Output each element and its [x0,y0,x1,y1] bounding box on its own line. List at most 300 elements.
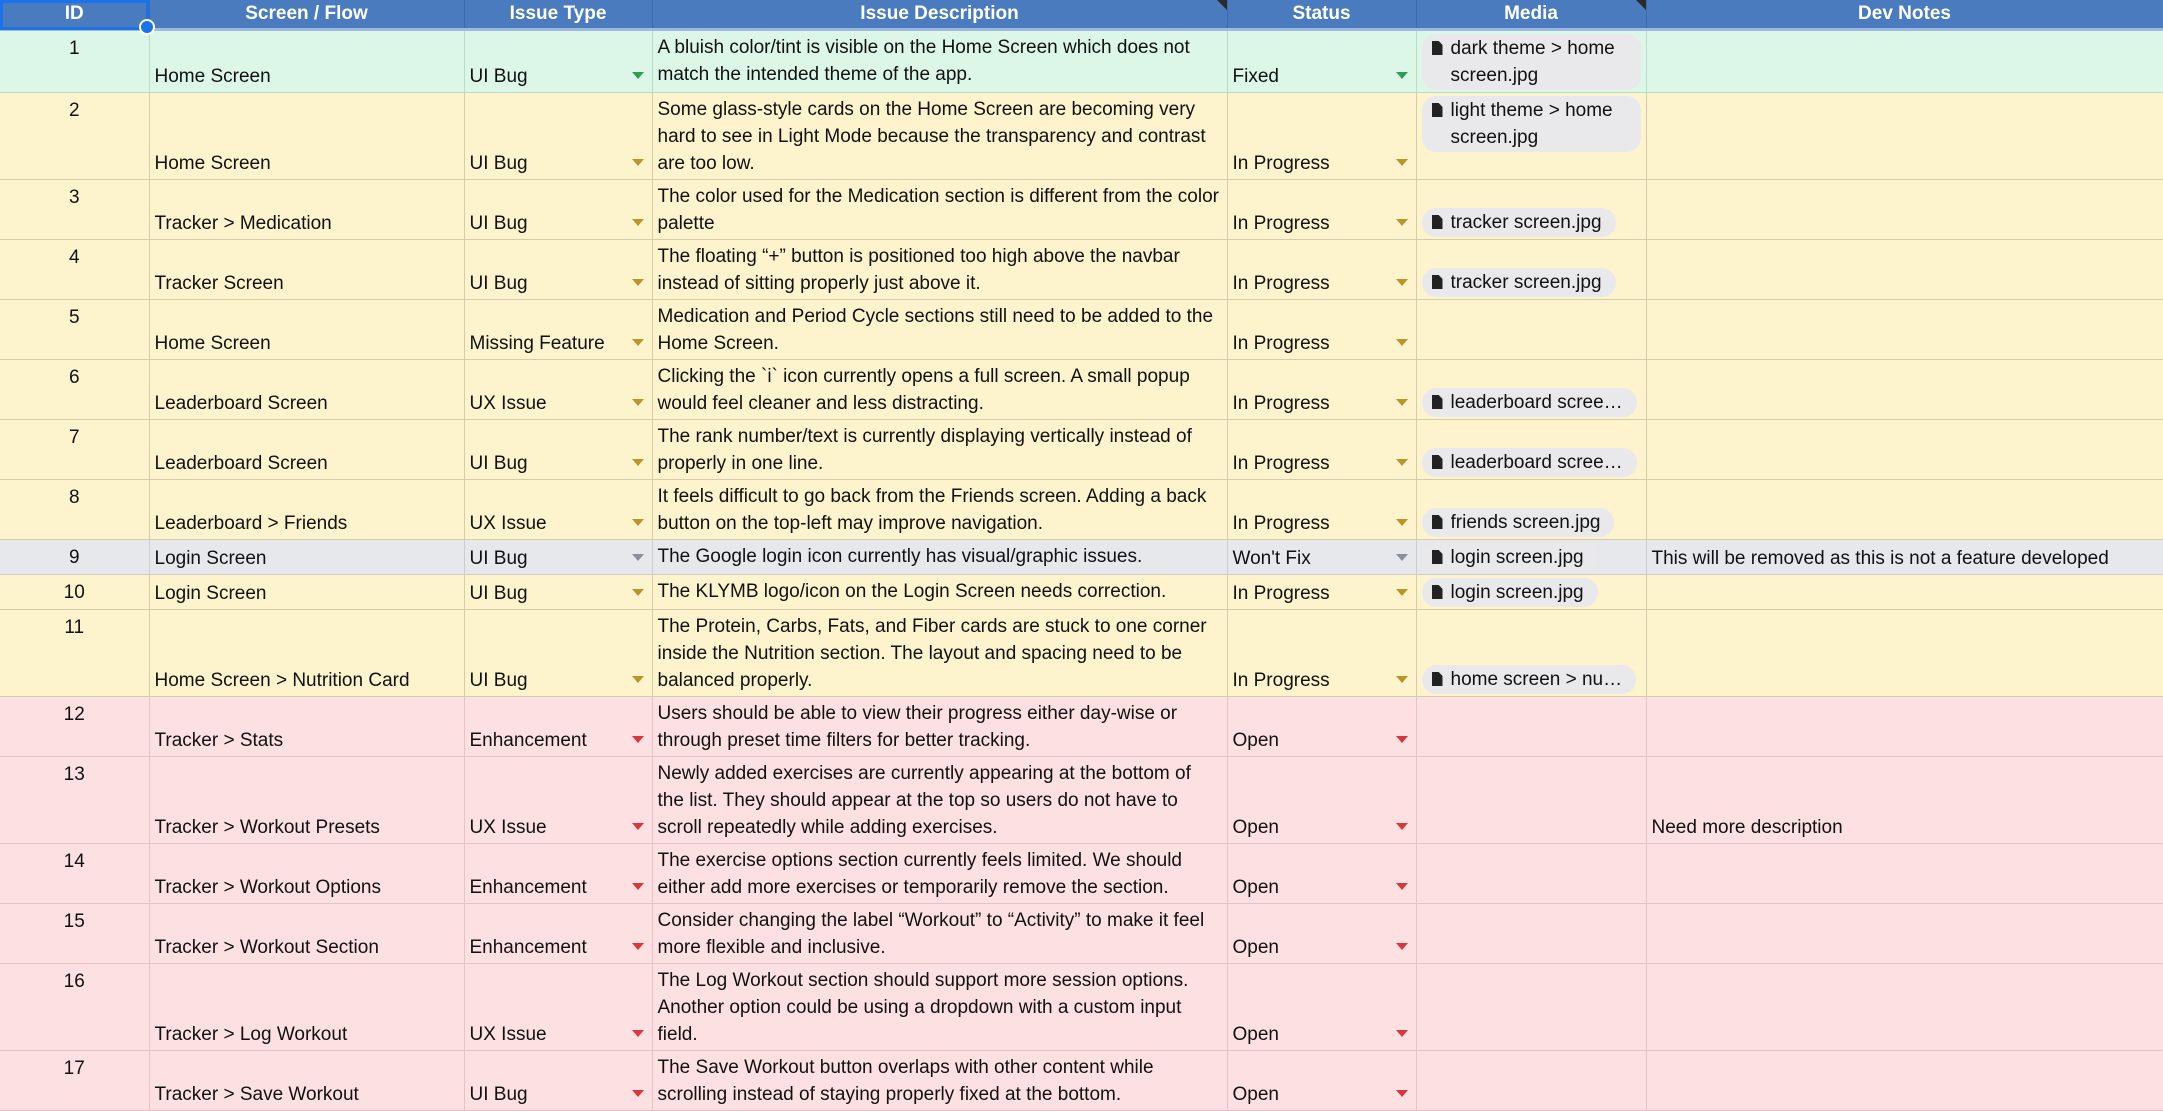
status-dropdown[interactable] [1227,93,1416,180]
cell-media[interactable] [1416,240,1646,300]
cell-media[interactable] [1416,180,1646,240]
issue-type-value: UI Bug [469,453,528,474]
issue-description: A bluish color/tint is visible on the Home Screen which does not match the intended theme of the app. [657,37,1190,85]
cell-media[interactable] [1416,420,1646,480]
attachment-chip[interactable] [1422,268,1616,297]
issue-id: 10 [63,582,85,603]
status-value: Won't Fix [1232,548,1311,569]
table-row[interactable] [0,610,2163,697]
file-icon [1432,672,1443,686]
issue-description: The exercise options section currently feels limited. We should either add more exercises or temporarily remove the section. [657,850,1183,898]
issue-id: 15 [63,911,85,932]
attachment-name: light theme > home screen.jpg [1450,100,1613,148]
issue-description: Medication and Period Cycle sections still need to be added to the Home Screen. [657,306,1214,354]
cell-dev-notes[interactable] [1646,420,2163,480]
status-dropdown[interactable] [1227,1051,1416,1111]
dropdown-arrow-icon[interactable] [1396,823,1408,830]
issue-type-dropdown[interactable] [464,844,652,904]
header-dev-notes-label: Dev Notes [1858,3,1951,24]
cell-dev-notes[interactable] [1646,964,2163,1051]
issue-description: The Protein, Carbs, Fats, and Fiber cards are stuck to one corner inside the Nutrition section. The layout and spacing need to be balanced properly. [657,616,1207,691]
cell-id[interactable] [0,300,149,360]
screen-flow: Home Screen > Nutrition Card [154,670,410,691]
screen-flow: Leaderboard Screen [154,453,328,474]
cell-media[interactable] [1416,93,1646,180]
cell-description[interactable] [652,300,1227,360]
cell-description[interactable] [652,844,1227,904]
cell-dev-notes[interactable] [1646,697,2163,757]
cell-media[interactable] [1416,300,1646,360]
cell-description[interactable] [652,757,1227,844]
issue-type-value: UX Issue [469,393,547,414]
header-description-label: Issue Description [860,3,1019,24]
issue-id: 11 [64,617,85,638]
issue-type-dropdown[interactable] [464,904,652,964]
cell-screen[interactable] [149,240,464,300]
cell-id[interactable] [0,93,149,180]
issue-type-dropdown[interactable] [464,610,652,697]
status-value: Open [1232,730,1279,751]
table-row[interactable] [0,1051,2163,1111]
attachment-name: leaderboard scree… [1450,392,1623,413]
issue-description: The rank number/text is currently displaying vertically instead of properly in one line. [657,426,1192,474]
issue-description: Clicking the `i` icon currently opens a full screen. A small popup would feel cleaner and less distracting. [657,366,1190,414]
cell-screen[interactable] [149,964,464,1051]
dropdown-arrow-icon[interactable] [632,339,644,346]
attachment-chip[interactable] [1422,448,1637,477]
screen-flow: Tracker > Save Workout [154,1084,359,1105]
dropdown-arrow-icon[interactable] [632,72,644,79]
header-id-label: ID [64,3,84,24]
table-row[interactable] [0,180,2163,240]
cell-id[interactable] [0,964,149,1051]
cell-screen[interactable] [149,360,464,420]
cell-description[interactable] [652,575,1227,610]
issue-type-value: UI Bug [469,153,528,174]
cell-media[interactable] [1416,697,1646,757]
attachment-chip[interactable] [1422,34,1641,90]
cell-media[interactable] [1416,904,1646,964]
table-row[interactable] [0,575,2163,610]
issue-type-value: Enhancement [469,937,587,958]
cell-screen[interactable] [149,540,464,575]
cell-dev-notes[interactable] [1646,844,2163,904]
cell-id[interactable] [0,30,149,93]
dropdown-arrow-icon[interactable] [632,519,644,526]
header-status-label: Status [1292,3,1351,24]
dropdown-arrow-icon[interactable] [1396,339,1408,346]
cell-dev-notes[interactable] [1646,757,2163,844]
screen-flow: Leaderboard Screen [154,393,328,414]
table-row[interactable] [0,30,2163,93]
issue-id: 7 [68,427,80,448]
status-dropdown[interactable] [1227,420,1416,480]
cell-description[interactable] [652,180,1227,240]
status-value: In Progress [1232,213,1330,234]
cell-media[interactable] [1416,964,1646,1051]
cell-screen[interactable] [149,30,464,93]
cell-description[interactable] [652,1051,1227,1111]
issue-type-value: UX Issue [469,817,547,838]
issue-id: 6 [68,367,80,388]
issue-id: 2 [68,100,80,121]
cell-dev-notes[interactable] [1646,904,2163,964]
screen-flow: Tracker > Workout Options [154,877,381,898]
attachment-name: tracker screen.jpg [1450,272,1602,293]
header-issue-type[interactable] [464,0,652,30]
dropdown-arrow-icon[interactable] [1396,399,1408,406]
status-value: Fixed [1232,66,1279,87]
screen-flow: Tracker > Workout Section [154,937,379,958]
screen-flow: Login Screen [154,583,267,604]
cell-media[interactable] [1416,757,1646,844]
cell-id[interactable] [0,1051,149,1111]
cell-id[interactable] [0,844,149,904]
cell-description[interactable] [652,360,1227,420]
cell-description[interactable] [652,240,1227,300]
status-dropdown[interactable] [1227,575,1416,610]
dev-note: This will be removed as this is not a feature developed [1651,548,2109,569]
issue-description: Newly added exercises are currently appearing at the bottom of the list. They should appear at the top so users do not have to scroll repeatedly while adding exercises. [657,763,1191,838]
header-screen[interactable] [149,0,464,30]
file-icon [1432,395,1443,409]
cell-screen[interactable] [149,93,464,180]
dropdown-arrow-icon[interactable] [1396,1030,1408,1037]
status-value: In Progress [1232,670,1330,691]
dropdown-arrow-icon[interactable] [632,219,644,226]
issue-description: The Save Workout button overlaps with other content while scrolling instead of staying properly fixed at the bottom. [657,1057,1154,1105]
cell-screen[interactable] [149,904,464,964]
cell-screen[interactable] [149,180,464,240]
dropdown-arrow-icon[interactable] [632,1090,644,1097]
status-dropdown[interactable] [1227,480,1416,540]
issue-id: 9 [68,547,80,568]
table-row[interactable] [0,904,2163,964]
issue-type-value: UI Bug [469,670,528,691]
status-value: In Progress [1232,153,1330,174]
status-dropdown[interactable] [1227,300,1416,360]
cell-id[interactable] [0,180,149,240]
issue-type-dropdown[interactable] [464,420,652,480]
issue-type-value: UI Bug [469,548,528,569]
file-icon [1432,455,1443,469]
issue-type-value: UX Issue [469,513,547,534]
attachment-chip[interactable] [1422,388,1637,417]
cell-media[interactable] [1416,575,1646,610]
attachment-chip[interactable] [1422,543,1598,572]
cell-id[interactable] [0,610,149,697]
header-media[interactable] [1416,0,1646,30]
table-row[interactable] [0,964,2163,1051]
dropdown-arrow-icon[interactable] [1396,159,1408,166]
cell-dev-notes[interactable] [1646,575,2163,610]
table-row[interactable] [0,240,2163,300]
issue-type-dropdown[interactable] [464,180,652,240]
cell-media[interactable] [1416,30,1646,93]
selection-handle[interactable] [139,19,155,35]
status-dropdown[interactable] [1227,697,1416,757]
cell-id[interactable] [0,360,149,420]
screen-flow: Tracker Screen [154,273,284,294]
issue-description: The color used for the Medication section is different from the color palette [657,186,1219,234]
issue-type-dropdown[interactable] [464,30,652,93]
status-dropdown[interactable] [1227,757,1416,844]
screen-flow: Tracker > Log Workout [154,1024,348,1045]
screen-flow: Tracker > Stats [154,730,284,751]
issue-rows [0,30,2163,1111]
table-row[interactable] [0,480,2163,540]
file-icon [1432,585,1443,599]
cell-id[interactable] [0,697,149,757]
issue-type-dropdown[interactable] [464,575,652,610]
cell-dev-notes[interactable] [1646,93,2163,180]
attachment-chip[interactable] [1422,508,1615,537]
status-value: In Progress [1232,273,1330,294]
comment-flag-icon [1217,0,1227,10]
attachment-chip[interactable] [1422,96,1641,152]
header-row [0,0,2163,30]
cell-screen[interactable] [149,300,464,360]
issue-type-dropdown[interactable] [464,360,652,420]
status-dropdown[interactable] [1227,964,1416,1051]
dropdown-arrow-icon[interactable] [1396,676,1408,683]
cell-media[interactable] [1416,480,1646,540]
issue-type-value: UI Bug [469,1084,528,1105]
dropdown-arrow-icon[interactable] [1396,736,1408,743]
cell-id[interactable] [0,757,149,844]
issue-id: 17 [63,1058,85,1079]
cell-dev-notes[interactable] [1646,300,2163,360]
cell-id[interactable] [0,240,149,300]
file-icon [1432,550,1443,564]
dropdown-arrow-icon[interactable] [1396,279,1408,286]
dropdown-arrow-icon[interactable] [1396,943,1408,950]
screen-flow: Tracker > Medication [154,213,332,234]
dropdown-arrow-icon[interactable] [632,279,644,286]
dropdown-arrow-icon[interactable] [1396,219,1408,226]
status-value: In Progress [1232,393,1330,414]
cell-description[interactable] [652,30,1227,93]
header-id[interactable] [0,0,149,30]
dropdown-arrow-icon[interactable] [632,883,644,890]
screen-flow: Tracker > Workout Presets [154,817,380,838]
attachment-name: home screen > nu… [1450,669,1623,690]
status-dropdown[interactable] [1227,610,1416,697]
issue-type-value: UX Issue [469,1024,547,1045]
issue-type-dropdown[interactable] [464,93,652,180]
cell-screen[interactable] [149,420,464,480]
dev-note: Need more description [1651,817,1843,838]
cell-description[interactable] [652,904,1227,964]
table-row[interactable] [0,540,2163,575]
table-row[interactable] [0,697,2163,757]
cell-id[interactable] [0,540,149,575]
cell-dev-notes[interactable] [1646,1051,2163,1111]
attachment-name: login screen.jpg [1450,582,1584,603]
file-icon [1432,275,1443,289]
cell-description[interactable] [652,540,1227,575]
cell-dev-notes[interactable] [1646,540,2163,575]
issue-id: 8 [68,487,80,508]
header-description[interactable] [652,0,1227,30]
issue-type-value: UI Bug [469,273,528,294]
dropdown-arrow-icon[interactable] [632,676,644,683]
attachment-chip[interactable] [1422,578,1598,607]
issue-type-value: UI Bug [469,583,528,604]
issue-description: It feels difficult to go back from the Friends screen. Adding a back button on the top-left may improve navigation. [657,486,1207,534]
cell-screen[interactable] [149,757,464,844]
attachment-chip[interactable] [1422,665,1637,694]
issue-description: The KLYMB logo/icon on the Login Screen needs correction. [657,581,1167,602]
header-issue-type-label: Issue Type [509,3,607,24]
cell-description[interactable] [652,420,1227,480]
issue-type-dropdown[interactable] [464,540,652,575]
issue-id: 4 [68,247,80,268]
status-dropdown[interactable] [1227,904,1416,964]
table-row[interactable] [0,360,2163,420]
dropdown-arrow-icon[interactable] [1396,883,1408,890]
issue-type-dropdown[interactable] [464,240,652,300]
attachment-name: login screen.jpg [1450,547,1584,568]
header-dev-notes[interactable] [1646,0,2163,30]
cell-media[interactable] [1416,360,1646,420]
dropdown-arrow-icon[interactable] [1396,459,1408,466]
status-value: In Progress [1232,583,1330,604]
dropdown-arrow-icon[interactable] [1396,589,1408,596]
cell-screen[interactable] [149,480,464,540]
table-row[interactable] [0,844,2163,904]
issue-type-value: Enhancement [469,730,587,751]
issue-type-dropdown[interactable] [464,300,652,360]
cell-screen[interactable] [149,697,464,757]
table-row[interactable] [0,93,2163,180]
status-value: Open [1232,1084,1279,1105]
issue-type-dropdown[interactable] [464,964,652,1051]
cell-media[interactable] [1416,844,1646,904]
cell-screen[interactable] [149,1051,464,1111]
cell-dev-notes[interactable] [1646,480,2163,540]
issue-description: The floating “+” button is positioned too high above the navbar instead of sitting properly just above it. [657,246,1180,294]
issue-description: Consider changing the label “Workout” to “Activity” to make it feel more flexible and inclusive. [657,910,1205,958]
dropdown-arrow-icon[interactable] [1396,554,1408,561]
comment-flag-icon [1636,0,1646,10]
table-row[interactable] [0,757,2163,844]
cell-dev-notes[interactable] [1646,180,2163,240]
cell-id[interactable] [0,904,149,964]
issue-type-value: UI Bug [469,66,528,87]
dropdown-arrow-icon[interactable] [632,1030,644,1037]
screen-flow: Home Screen [154,153,271,174]
cell-dev-notes[interactable] [1646,30,2163,93]
cell-description[interactable] [652,480,1227,540]
attachment-name: tracker screen.jpg [1450,212,1602,233]
issue-type-value: Enhancement [469,877,587,898]
cell-media[interactable] [1416,540,1646,575]
header-media-label: Media [1504,3,1558,24]
status-dropdown[interactable] [1227,844,1416,904]
issue-type-dropdown[interactable] [464,480,652,540]
dropdown-arrow-icon[interactable] [632,159,644,166]
dropdown-arrow-icon[interactable] [632,554,644,561]
screen-flow: Login Screen [154,548,267,569]
attachment-name: leaderboard scree… [1450,452,1623,473]
cell-screen[interactable] [149,610,464,697]
cell-screen[interactable] [149,844,464,904]
cell-dev-notes[interactable] [1646,360,2163,420]
dropdown-arrow-icon[interactable] [632,943,644,950]
status-dropdown[interactable] [1227,540,1416,575]
cell-dev-notes[interactable] [1646,240,2163,300]
status-value: Open [1232,817,1279,838]
file-icon [1432,515,1443,529]
issue-id: 1 [68,38,80,59]
dropdown-arrow-icon[interactable] [1396,519,1408,526]
status-value: Open [1232,877,1279,898]
dropdown-arrow-icon[interactable] [632,823,644,830]
cell-media[interactable] [1416,1051,1646,1111]
issue-id: 16 [63,971,85,992]
cell-description[interactable] [652,93,1227,180]
cell-media[interactable] [1416,610,1646,697]
cell-id[interactable] [0,575,149,610]
cell-id[interactable] [0,420,149,480]
issue-type-value: UI Bug [469,213,528,234]
status-value: Open [1232,937,1279,958]
issue-id: 12 [63,704,85,725]
dropdown-arrow-icon[interactable] [1396,1090,1408,1097]
attachment-name: friends screen.jpg [1450,512,1601,533]
cell-description[interactable] [652,964,1227,1051]
file-icon [1432,103,1443,117]
status-value: In Progress [1232,333,1330,354]
status-dropdown[interactable] [1227,180,1416,240]
status-dropdown[interactable] [1227,240,1416,300]
dropdown-arrow-icon[interactable] [632,459,644,466]
issue-description: The Log Workout section should support more session options. Another option could be using a dropdown with a custom input field. [657,970,1189,1045]
status-value: Open [1232,1024,1279,1045]
cell-screen[interactable] [149,575,464,610]
header-status[interactable] [1227,0,1416,30]
table-row[interactable] [0,420,2163,480]
status-dropdown[interactable] [1227,30,1416,93]
issue-id: 5 [68,307,80,328]
dropdown-arrow-icon[interactable] [1396,72,1408,79]
dropdown-arrow-icon[interactable] [632,399,644,406]
cell-description[interactable] [652,610,1227,697]
screen-flow: Home Screen [154,333,271,354]
file-icon [1432,41,1443,55]
screen-flow: Home Screen [154,66,271,87]
issue-id: 14 [63,851,85,872]
cell-dev-notes[interactable] [1646,610,2163,697]
issue-id: 13 [63,764,85,785]
header-screen-label: Screen / Flow [245,3,368,24]
issue-description: Users should be able to view their progress either day-wise or through preset time filters for better tracking. [657,703,1178,751]
issue-type-dropdown[interactable] [464,697,652,757]
dropdown-arrow-icon[interactable] [632,589,644,596]
issue-type-dropdown[interactable] [464,1051,652,1111]
issue-type-dropdown[interactable] [464,757,652,844]
issue-description: The Google login icon currently has visual/graphic issues. [657,546,1143,567]
status-value: In Progress [1232,513,1330,534]
dropdown-arrow-icon[interactable] [632,736,644,743]
screen-flow: Leaderboard > Friends [154,513,348,534]
cell-id[interactable] [0,480,149,540]
cell-description[interactable] [652,697,1227,757]
table-row[interactable] [0,300,2163,360]
status-dropdown[interactable] [1227,360,1416,420]
attachment-chip[interactable] [1422,208,1616,237]
